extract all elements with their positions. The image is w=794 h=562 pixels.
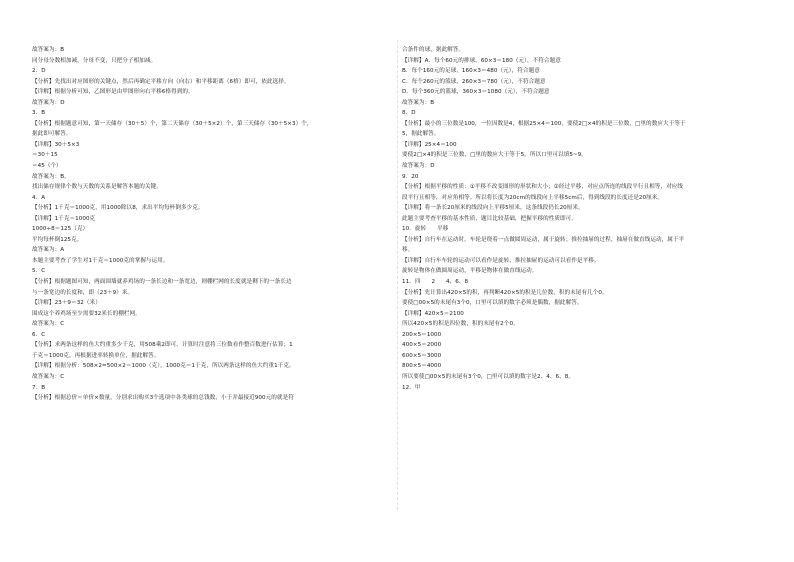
left-text-line: 【详解】30＋5×3 xyxy=(32,141,80,148)
right-text-line: 8．D xyxy=(402,110,416,117)
left-text-line: 【分析】根据题图可知，两面围墙就养鸡场的一条长边和一条宽边，则棚栏网的长度就是剩下的一条长边 xyxy=(32,279,292,286)
left-text-line: 【分析】根据总价＝单价×数量，分别求出购买3个选项中各类球的总钱数，小于并最接近900元的就是符 xyxy=(32,395,294,402)
left-text-line: 【详解】根据分析：508×2≈500×2＝1000（克），1000克＝1千克，所以两条这样的鱼大约重1千克。 xyxy=(32,363,295,370)
right-text-line: 故答案为：B xyxy=(402,99,435,106)
right-text-line: 故答案为：D xyxy=(402,163,435,170)
right-text-line: 【分析】根据平移的性质：①平移不改变图形的形状和大小；②经过平移，对应点所连的线段平行且相等，对应线 xyxy=(402,184,684,191)
right-text-line: B．每个160元的足球，160×3＝480（元），符合题意 xyxy=(402,68,540,75)
right-text-line: 【详解】自行车车轮的运动可以看作是旋转，推拉抽屉的运动可以看作是平移。 xyxy=(402,257,600,264)
left-text-line: 故答案为：C xyxy=(32,373,65,380)
right-text-line: 所以要使□00×5的末尾有3个0，□里可以填的数字是2、4、6、8。 xyxy=(402,373,575,380)
left-text-line: 【分析】先找出对应图形的关键点，然后再确定平移方向（向右）和平移距离（6格）即可，依此选择。 xyxy=(32,78,290,85)
right-text-line: 600×5＝3000 xyxy=(402,352,442,359)
left-text-line: 据此即可解答。 xyxy=(32,131,72,138)
right-text-line: 【详解】将一条长20厘米的线段向上平移5厘米，这条线段仍长20厘米。 xyxy=(402,205,584,212)
right-text-line: 【分析】最小的三位数是100，一位因数是4，根据25×4＝100，要使2□×4的积是三位数，□里的数应大于等于 xyxy=(402,120,686,127)
right-text-line: 9．20 xyxy=(402,173,419,180)
left-text-line: 【详解】根据分析可知，乙图形是由甲图形向右平移6格得到的。 xyxy=(32,89,194,96)
right-text-line: 合条件的球，据此解答。 xyxy=(402,47,465,53)
right-text-line: 5，据此解答。 xyxy=(402,131,440,138)
left-column xyxy=(32,45,392,404)
left-text-line: 【分析】1千克＝1000克，用1000除以8，求出平均每杯倒多少克。 xyxy=(32,205,204,212)
right-text-line: 400×5＝2000 xyxy=(402,342,442,349)
left-text-line: 故答案为：B。 xyxy=(32,173,70,180)
left-text-line: 4．A xyxy=(32,194,46,201)
left-text-line: 围成这个养鸡场至少需要32米长的棚栏网。 xyxy=(32,310,141,317)
left-text-line: 与一条宽边的长度和，即（23＋9）米。 xyxy=(32,289,134,296)
left-text-line: 【详解】23＋9＝32（米） xyxy=(32,300,101,307)
left-text-line: ＝30＋15 xyxy=(32,152,58,159)
right-text-line: 移。 xyxy=(402,247,414,254)
left-text-line: 找出储存规律个数与天数的关系是解答本题的关键。 xyxy=(32,184,162,191)
right-text-line: 10．旋转 平移 xyxy=(402,226,449,233)
left-text-line: 【详解】1千克＝1000克 xyxy=(32,215,96,222)
right-text-line: 【详解】420×5＝2100 xyxy=(402,310,464,317)
left-text-line: 2．D xyxy=(32,68,46,75)
left-text-line: 5．C xyxy=(32,268,46,275)
right-text-line: 【分析】自行车在运动时，车轮是绕着一点做圆周运动，属于旋转；推拉抽屉的过程，抽屉在做直线运动，属于平 xyxy=(402,236,685,243)
column-divider xyxy=(397,40,398,510)
left-text-line: 【分析】求两条这样的鱼大约重多少千克，用508乘2即可，计算时注意将三位数看作整百数进行估算；1 xyxy=(32,342,293,349)
left-text-line: 本题主要考查了学生对1千克＝1000克的掌握与运用。 xyxy=(32,257,169,264)
left-text-line: 1000÷8＝125（克） xyxy=(32,226,89,233)
right-text-line: 200×5＝1000 xyxy=(402,331,442,338)
left-text-line: 7．B xyxy=(32,384,46,391)
left-text-line: 故答案为：C xyxy=(32,321,65,328)
right-text-line: C．每个260元的篮球，260×3＝780（元），不符合题意 xyxy=(402,78,546,85)
left-text-line: 故答案为：B xyxy=(32,47,65,53)
right-text-line: 【详解】A．每个60元的排球，60×3＝180（元），不符合题意 xyxy=(402,57,561,64)
left-text-line: 同分母分数相加减，分母不变，只把分子相加减。 xyxy=(32,57,157,64)
right-text-line: 此题主要考查平移的基本性质，题目比较基础，把握平移的性质即可。 xyxy=(402,215,577,222)
left-text-line: 故答案为：D xyxy=(32,99,65,106)
left-text-line: 故答案为：A xyxy=(32,247,65,254)
left-text-line: 平均每杯倒125克。 xyxy=(32,236,83,243)
right-text-line: 11．四 2 4、6、8 xyxy=(402,279,469,286)
right-text-line: D．每个360元的篮球，360×3＝1080（元），不符合题意 xyxy=(402,89,550,96)
left-text-line: 6．C xyxy=(32,331,46,338)
right-column xyxy=(402,45,777,393)
right-text-line: 【详解】25×4＝100 xyxy=(402,141,457,148)
right-text-line: 段平行且相等，对应角相等。所以将长度为20cm的线段向上平移5cm后，得到线段的长度还是20厘米。 xyxy=(402,194,664,201)
right-text-line: 旋转是物体在做圆周运动，平移是物体在做直线运动。 xyxy=(402,268,538,275)
right-text-line: 【分析】先计算出420×5的积，再判断420×5的积是几位数，积的末尾有几个0。 xyxy=(402,289,608,296)
right-text-line: 要使2□×4的积是三位数，□里的数应大于等于5，所以口里可以填5~9。 xyxy=(402,152,587,159)
left-text-line: ＝45（个） xyxy=(32,163,62,170)
left-text-line: 千克＝1000克，再根据进率转换单位，据此解答。 xyxy=(32,352,160,359)
right-text-line: 12．甲 xyxy=(402,384,421,391)
right-text-line: 要使□00×5的末尾有3个0，口里可以填的数字必须是偶数，据此解答。 xyxy=(402,300,583,307)
left-text-line: 3．B xyxy=(32,110,46,117)
right-text-line: 所以420×5的积是四位数，积的末尾有2个0。 xyxy=(402,321,519,328)
left-text-line: 【分析】根据题意可知，第一天储存（30＋5）个，第二天储存（30＋5×2）个，第三天储存（30＋5×3）个， xyxy=(32,120,313,127)
right-text-line: 800×5＝4000 xyxy=(402,363,442,370)
